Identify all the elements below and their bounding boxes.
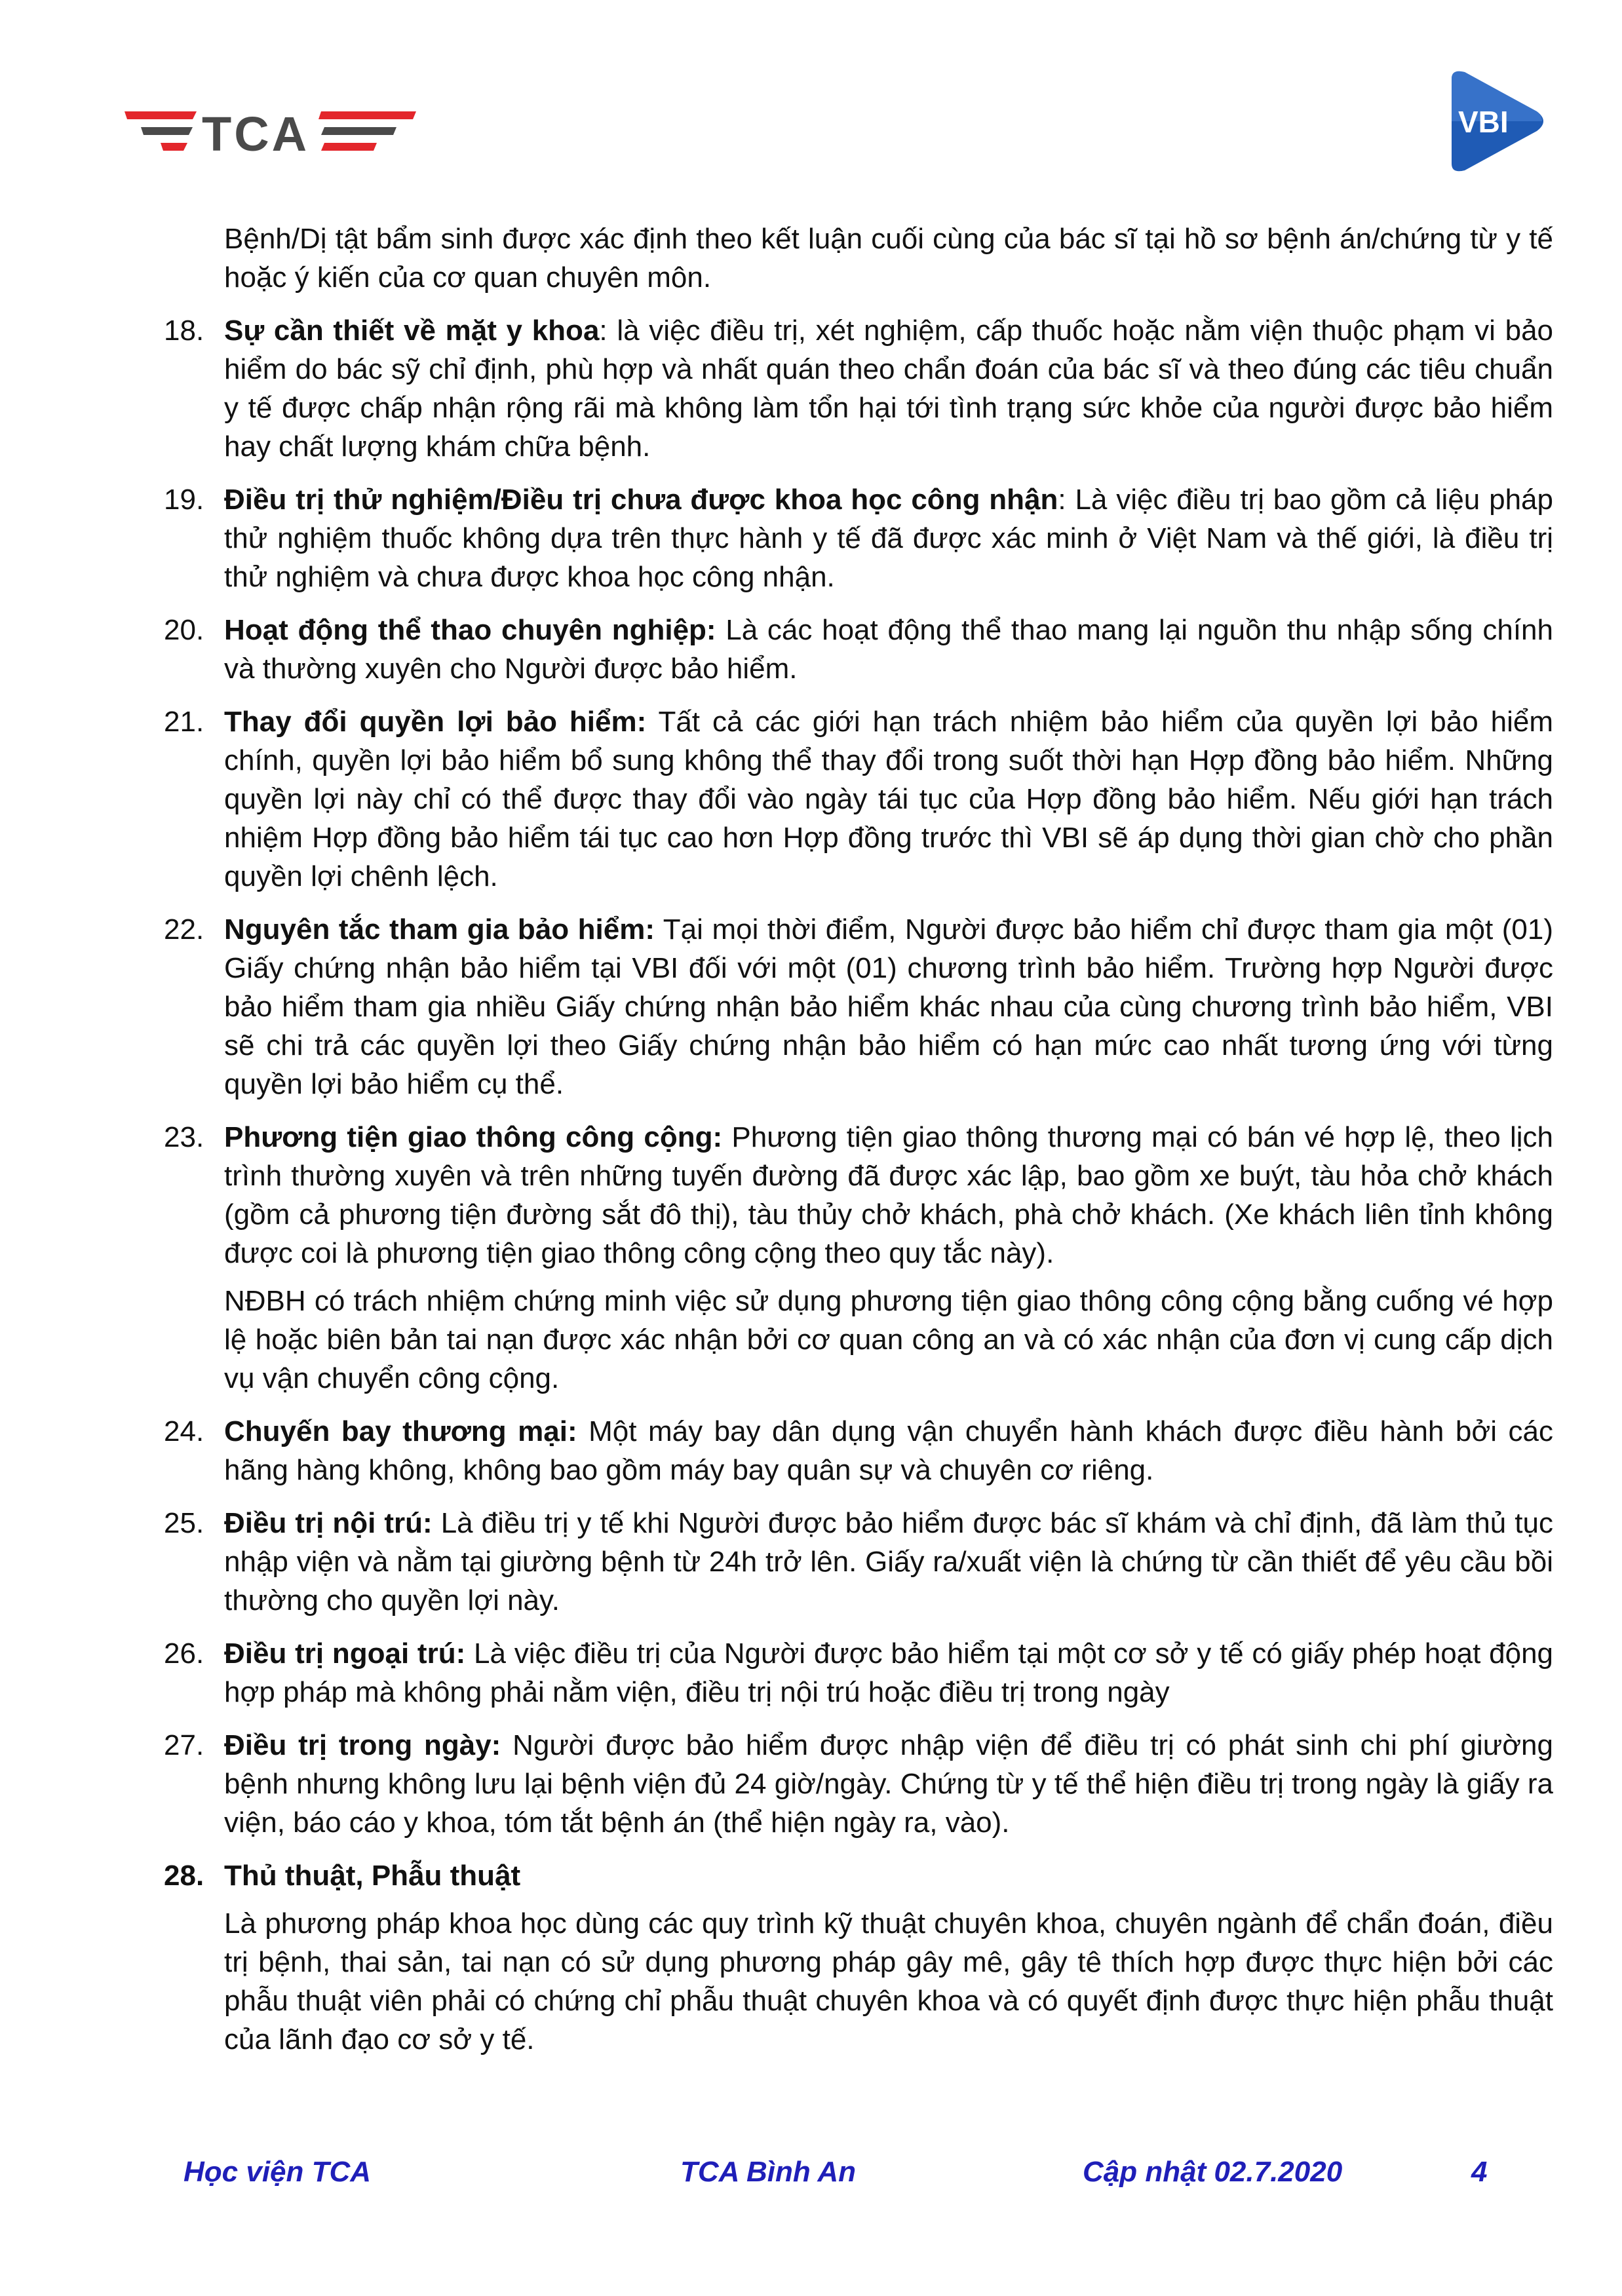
- item-heading: Thủ thuật, Phẫu thuật: [224, 1860, 521, 1892]
- vbi-logo: [1439, 66, 1550, 177]
- item-term: Hoạt động thể thao chuyên nghiệp:: [224, 614, 716, 646]
- item-number: 21.: [164, 706, 204, 738]
- intro-paragraph: Bệnh/Dị tật bẩm sinh được xác định theo kết luận cuối cùng của bác sĩ tại hồ sơ bệnh án/chứng từ y tế hoặc ý kiến của cơ quan chuyên môn.: [224, 223, 1553, 294]
- item-text: Là điều trị y tế khi Người được bảo hiểm được bác sĩ khám và chỉ định, đã làm thủ tục nhập viện và nằm tại giường bệnh từ 24h trở lên. Giấy ra/xuất viện là chứng từ cần thiết để yêu cầu bồi thường cho quyền lợi này.: [224, 1507, 1553, 1617]
- item-number: 27.: [164, 1729, 204, 1761]
- item-term: Điều trị trong ngày:: [224, 1729, 501, 1761]
- item-text: Là việc điều trị bao gồm cả liệu pháp thử nghiệm thuốc không dựa trên thực hành y tế đã được xác minh ở Việt Nam và thế giới, là điều trị thử nghiệm và chưa được khoa học công nhận.: [224, 484, 1553, 593]
- item-number: 19.: [164, 484, 204, 516]
- definition-item-20: [164, 611, 1553, 688]
- item-text: là việc điều trị, xét nghiệm, cấp thuốc hoặc nằm viện thuộc phạm vi bảo hiểm do bác sỹ chỉ định, phù hợp và nhất quán theo chẩn đoán của bác sĩ và theo đúng các tiêu chuẩn y tế được chấp nhận rộng rãi mà không làm tổn hại tới tình trạng sức khỏe của người được bảo hiểm hay chất lượng khám chữa bệnh.: [224, 315, 1554, 463]
- item-term: Điều trị ngoại trú:: [224, 1637, 466, 1670]
- item-23-extra-paragraph: NĐBH có trách nhiệm chứng minh việc sử dụng phương tiện giao thông công cộng bằng cuống vé hợp lệ hoặc biên bản tai nạn được xác nhận bởi cơ quan công an và có xác nhận của đơn vị cung cấp dịch vụ vận chuyển công cộng.: [224, 1285, 1553, 1394]
- document-body: [164, 220, 1553, 2059]
- item-term: Chuyến bay thương mại:: [224, 1415, 577, 1447]
- item-number: 22.: [164, 913, 204, 946]
- definition-item-18: 18. Sự cần thiết về mặt y khoa: là việc điều trị, xét nghiệm, cấp thuốc hoặc nằm viện thuộc phạm vi bảo hiểm do bác sỹ chỉ định, phù hợp và nhất quán theo chẩn đoán của bác sĩ và theo đúng các tiêu chuẩn y tế được chấp nhận rộng rãi mà không làm tổn hại tới tình trạng sức khỏe của người được bảo hiểm hay chất lượng khám chữa bệnh.: [164, 311, 1553, 466]
- definition-item-26: [164, 1634, 1553, 1712]
- item-text: Tất cả các giới hạn trách nhiệm bảo hiểm của quyền lợi bảo hiểm chính, quyền lợi bảo hiểm bổ sung không thể thay đổi trong suốt thời hạn Hợp đồng bảo hiểm. Những quyền lợi này chỉ có thể được thay đổi vào ngày tái tục của Hợp đồng bảo hiểm. Nếu giới hạn trách nhiệm Hợp đồng bảo hiểm tái tục cao hơn Hợp đồng trước thì VBI sẽ áp dụng thời gian chờ cho phần quyền lợi chênh lệch.: [224, 706, 1554, 892]
- item-term: Sự cần thiết về mặt y khoa: [224, 315, 600, 347]
- definition-item-22: [164, 910, 1553, 1103]
- definition-item-23: [164, 1118, 1553, 1272]
- item-number: 23.: [164, 1121, 204, 1153]
- definition-item-28-heading: [164, 1856, 1553, 1895]
- footer-date: Cập nhật 02.7.2020: [1083, 2156, 1343, 2188]
- definition-item-25: [164, 1504, 1553, 1620]
- item-term: Nguyên tắc tham gia bảo hiểm:: [224, 913, 655, 946]
- vbi-logo-text: VBI: [1458, 105, 1509, 139]
- item-text: Một máy bay dân dụng vận chuyển hành khách được điều hành bởi các hãng hàng không, không bao gồm máy bay quân sự và chuyên cơ riêng.: [224, 1415, 1553, 1486]
- definition-item-24: [164, 1412, 1553, 1489]
- item-text: Là các hoạt động thể thao mang lại nguồn thu nhập sống chính và thường xuyên cho Người được bảo hiểm.: [224, 614, 1553, 685]
- definition-item-19: 19. Điều trị thử nghiệm/Điều trị chưa được khoa học công nhận: Là việc điều trị bao gồm cả liệu pháp thử nghiệm thuốc không dựa trên thực hành y tế đã được xác minh ở Việt Nam và thế giới, là điều trị thử nghiệm và chưa được khoa học công nhận.: [164, 480, 1553, 596]
- item-term: Phương tiện giao thông công cộng:: [224, 1121, 723, 1153]
- item-28-text: Là phương pháp khoa học dùng các quy trình kỹ thuật chuyên khoa, chuyên ngành để chẩn đoán, điều trị bệnh, thai sản, tai nạn có sử dụng phương pháp gây mê, gây tê thích hợp được thực hiện bởi các phẫu thuật viên phải có chứng chỉ phẫu thuật chuyên khoa và có quyết định được thực hiện phẫu thuật của lãnh đạo cơ sở y tế.: [224, 1907, 1553, 2056]
- item-number: 26.: [164, 1637, 204, 1670]
- item-term: Điều trị thử nghiệm/Điều trị chưa được khoa học công nhận: [224, 484, 1058, 516]
- item-text: Người được bảo hiểm được nhập viện để điều trị có phát sinh chi phí giường bệnh nhưng không lưu lại bệnh viện đủ 24 giờ/ngày. Chứng từ y tế thể hiện điều trị trong ngày là giấy ra viện, báo cáo y khoa, tóm tắt bệnh án (thể hiện ngày ra, vào).: [224, 1729, 1553, 1839]
- item-number: 28.: [164, 1860, 204, 1892]
- item-text: Là việc điều trị của Người được bảo hiểm tại một cơ sở y tế có giấy phép hoạt động hợp pháp mà không phải nằm viện, điều trị nội trú hoặc điều trị trong ngày: [224, 1637, 1554, 1708]
- item-number: 25.: [164, 1507, 204, 1539]
- item-number: 18.: [164, 315, 204, 347]
- item-text: Phương tiện giao thông thương mại có bán vé hợp lệ, theo lịch trình thường xuyên và trên những tuyến đường đã được xác lập, bao gồm xe buýt, tàu hỏa chở khách (gồm cả phương tiện đường sắt đô thị), tàu thủy chở khách, phà chở khách. (Xe khách liên tỉnh không được coi là phương tiện giao thông công cộng theo quy tắc này).: [224, 1121, 1553, 1269]
- item-text: Tại mọi thời điểm, Người được bảo hiểm chỉ được tham gia một (01) Giấy chứng nhận bảo hiểm tại VBI đối với một (01) chương trình bảo hiểm. Trường hợp Người được bảo hiểm tham gia nhiều Giấy chứng nhận bảo hiểm khác nhau của cùng chương trình bảo hiểm, VBI sẽ chi trả các quyền lợi theo Giấy chứng nhận bảo hiểm có hạn mức cao nhất tương ứng với từng quyền lợi bảo hiểm cụ thể.: [224, 913, 1553, 1100]
- page-footer: [0, 2156, 1622, 2202]
- tca-logo: [125, 105, 419, 157]
- item-number: 20.: [164, 614, 204, 646]
- page-number: 4: [1471, 2156, 1488, 2188]
- tca-logo-text: TCA: [202, 107, 310, 157]
- item-term: Điều trị nội trú:: [224, 1507, 433, 1539]
- item-number: 24.: [164, 1415, 204, 1447]
- definition-item-21: [164, 702, 1553, 896]
- definition-item-27: [164, 1726, 1553, 1842]
- item-term: Thay đổi quyền lợi bảo hiểm:: [224, 706, 647, 738]
- footer-center: TCA Bình An: [680, 2156, 857, 2188]
- footer-left: Học viện TCA: [183, 2156, 372, 2188]
